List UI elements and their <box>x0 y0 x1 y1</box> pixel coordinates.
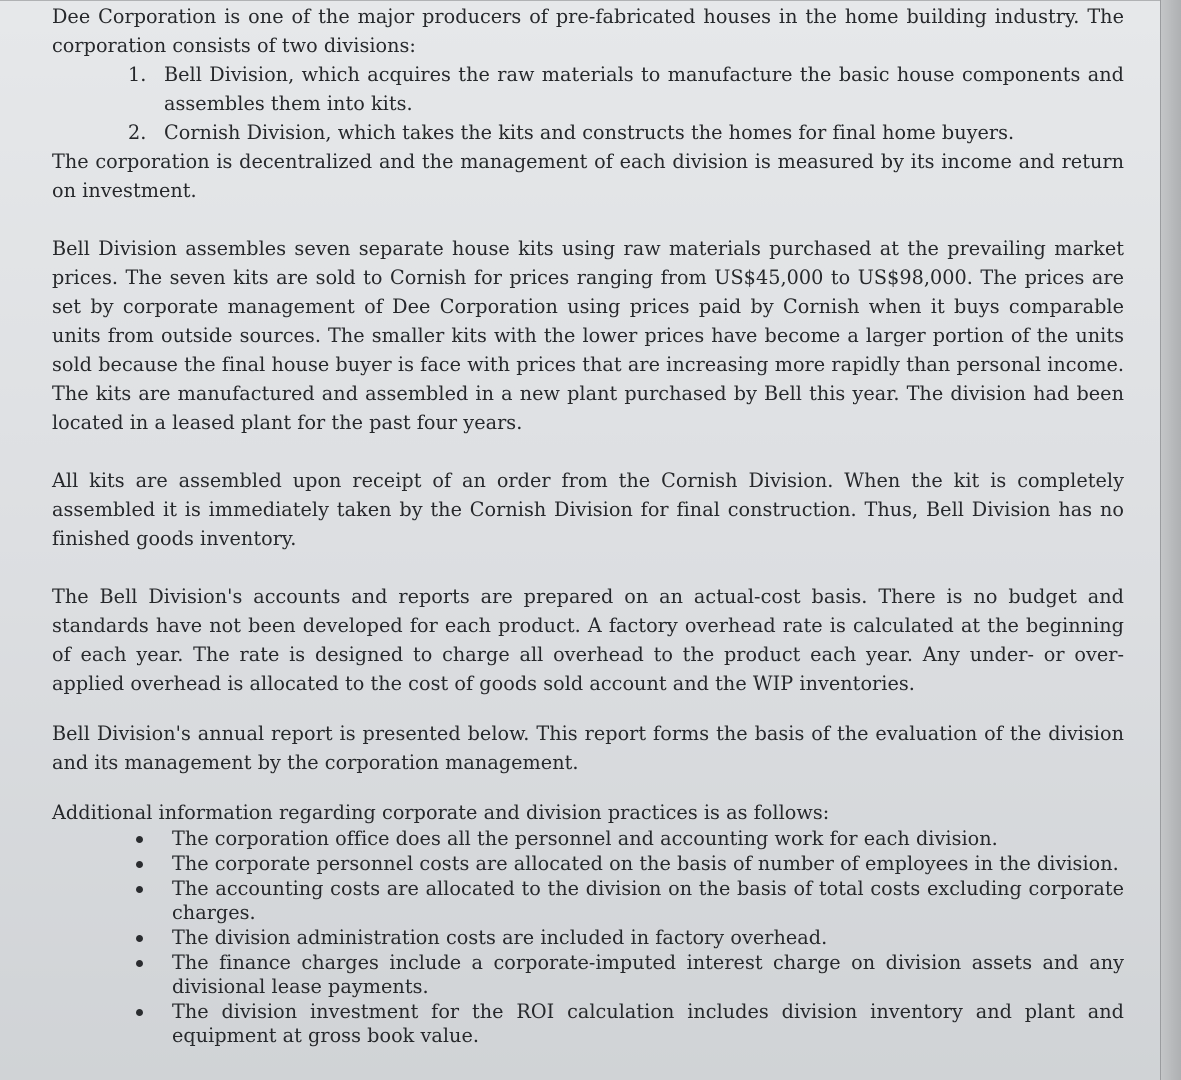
bullet-icon <box>136 886 143 893</box>
list-item <box>52 951 1124 999</box>
bullet-icon <box>136 836 143 843</box>
list-item <box>52 877 1124 925</box>
list-number: 1. <box>128 63 147 86</box>
divisions-list <box>52 60 1124 147</box>
orders-paragraph: All kits are assembled upon receipt of an order from the Cornish Division. When the kit is completely assembled it is immediately taken by the Cornish Division for final construction. Thus, Bell Division has no finished goods inventory. <box>52 469 1124 550</box>
bullet-text: The division investment for the ROI calculation includes division inventory and plant and equipment at gross book value. <box>172 1000 1124 1047</box>
list-number: 2. <box>128 121 147 144</box>
kits-paragraph: Bell Division assembles seven separate house kits using raw materials purchased at the prevailing market prices. The seven kits are sold to Cornish for prices ranging from US$45,000 to US$98,000. The prices are set by corporate management of Dee Corporation using prices paid by Cornish when it buys comparable units from outside sources. The smaller kits with the lower prices have become a larger portion of the units sold because the final house buyer is face with prices that are increasing more rapidly than personal income. The kits are manufactured and assembled in a new plant purchased by Bell this year. The division had been located in a leased plant for the past four years. <box>52 237 1124 434</box>
division-item <box>52 60 1124 118</box>
division-text: Cornish Division, which takes the kits and constructs the homes for final home buyers. <box>164 121 1015 144</box>
list-item <box>52 852 1124 876</box>
bullet-icon <box>136 1009 143 1016</box>
case-text <box>52 0 1124 1049</box>
page-edge <box>1161 0 1181 1080</box>
division-item <box>52 118 1124 147</box>
accounts-paragraph: The Bell Division's accounts and reports are prepared on an actual-cost basis. There is no budget and standards have not been developed for each product. A factory overhead rate is calculated at the beginning of each year. The rate is designed to charge all overhead to the product each year. Any under- or over- applied overhead is allocated to the cost of goods sold account and the WIP inventories. <box>52 585 1124 695</box>
practices-list <box>52 827 1124 1048</box>
report-paragraph: Bell Division's annual report is presented below. This report forms the basis of the evaluation of the division and its management by the corporation management. <box>52 722 1124 774</box>
bullet-text: The accounting costs are allocated to the division on the basis of total costs excluding corporate charges. <box>172 877 1124 924</box>
bullet-text: The corporate personnel costs are allocated on the basis of number of employees in the division. <box>172 852 1119 875</box>
list-item <box>52 827 1124 851</box>
additional-info-intro: Additional information regarding corporate and division practices is as follows: <box>52 801 830 824</box>
bullet-icon <box>136 861 143 868</box>
bullet-icon <box>136 935 143 942</box>
division-text: Bell Division, which acquires the raw materials to manufacture the basic house components and assembles them into kits. <box>164 63 1124 115</box>
bullet-text: The division administration costs are included in factory overhead. <box>172 926 828 949</box>
bullet-icon <box>136 960 143 967</box>
decentralized-paragraph: The corporation is decentralized and the management of each division is measured by its income and return on investment. <box>52 150 1124 202</box>
list-item <box>52 926 1124 950</box>
list-item <box>52 1000 1124 1048</box>
bullet-text: The corporation office does all the personnel and accounting work for each division. <box>172 827 998 850</box>
intro-paragraph: Dee Corporation is one of the major producers of pre-fabricated houses in the home building industry. The corporation consists of two divisions: <box>52 5 1124 57</box>
bullet-text: The finance charges include a corporate-imputed interest charge on division assets and any divisional lease payments. <box>172 951 1124 998</box>
